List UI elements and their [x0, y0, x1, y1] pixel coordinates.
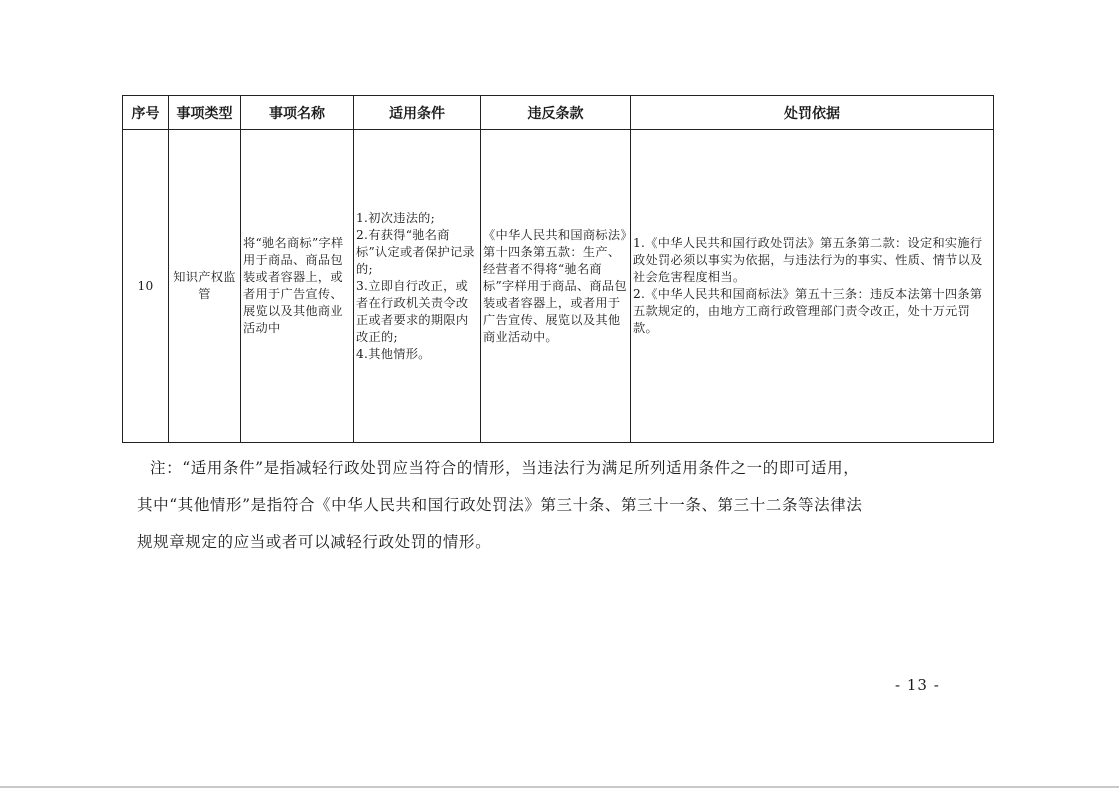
condition-item: 3.立即自行改正，或者在行政机关责令改正或者要求的期限内改正的;	[356, 278, 469, 344]
table-header-row	[123, 96, 994, 130]
header-index: 序号	[123, 96, 169, 130]
page-number: - 13 -	[895, 676, 940, 694]
cell-basis	[631, 130, 994, 443]
basis-item: 1.《中华人民共和国行政处罚法》第五条第二款：设定和实施行政处罚必须以事实为依据，与违法行为的事实、性质、情节以及社会危害程度相当。	[633, 236, 983, 284]
header-name: 事项名称	[241, 96, 354, 130]
table-row	[123, 130, 994, 443]
header-violation: 违反条款	[481, 96, 631, 130]
cell-name: 将“驰名商标”字样用于商品、商品包装或者容器上，或者用于广告宣传、展览以及其他商业活动中	[241, 130, 354, 443]
header-type: 事项类型	[169, 96, 241, 130]
condition-item: 2.有获得“驰名商标”认定或者保护记录的;	[356, 227, 475, 276]
condition-item: 1.初次违法的;	[356, 210, 436, 225]
note-line-2: 其中“其他情形”是指符合《中华人民共和国行政处罚法》第三十条、第三十一条、第三十二条等法律法	[137, 496, 863, 514]
cell-violation: 《中华人民共和国商标法》第十四条第五款：生产、经营者不得将“驰名商标”字样用于商品、商品包装或者容器上，或者用于广告宣传、展览以及其他商业活动中。	[481, 130, 631, 443]
cell-conditions	[354, 130, 481, 443]
header-conditions: 适用条件	[354, 96, 481, 130]
cell-type: 知识产权监管	[169, 130, 241, 443]
condition-item: 4.其他情形。	[356, 346, 431, 361]
scan-edge-divider	[0, 786, 1119, 788]
basis-item: 2.《中华人民共和国商标法》第五十三条：违反本法第十四条第五款规定的，由地方工商行政管理部门责令改正，处十万元罚款。	[633, 287, 983, 335]
cell-index: 10	[123, 130, 169, 443]
note-line-3: 规规章规定的应当或者可以减轻行政处罚的情形。	[137, 533, 492, 551]
regulation-table	[122, 95, 994, 443]
note-line-1: 注：“适用条件”是指减轻行政处罚应当符合的情形，当违法行为满足所列适用条件之一的即可适用，	[150, 459, 860, 477]
header-basis: 处罚依据	[631, 96, 994, 130]
